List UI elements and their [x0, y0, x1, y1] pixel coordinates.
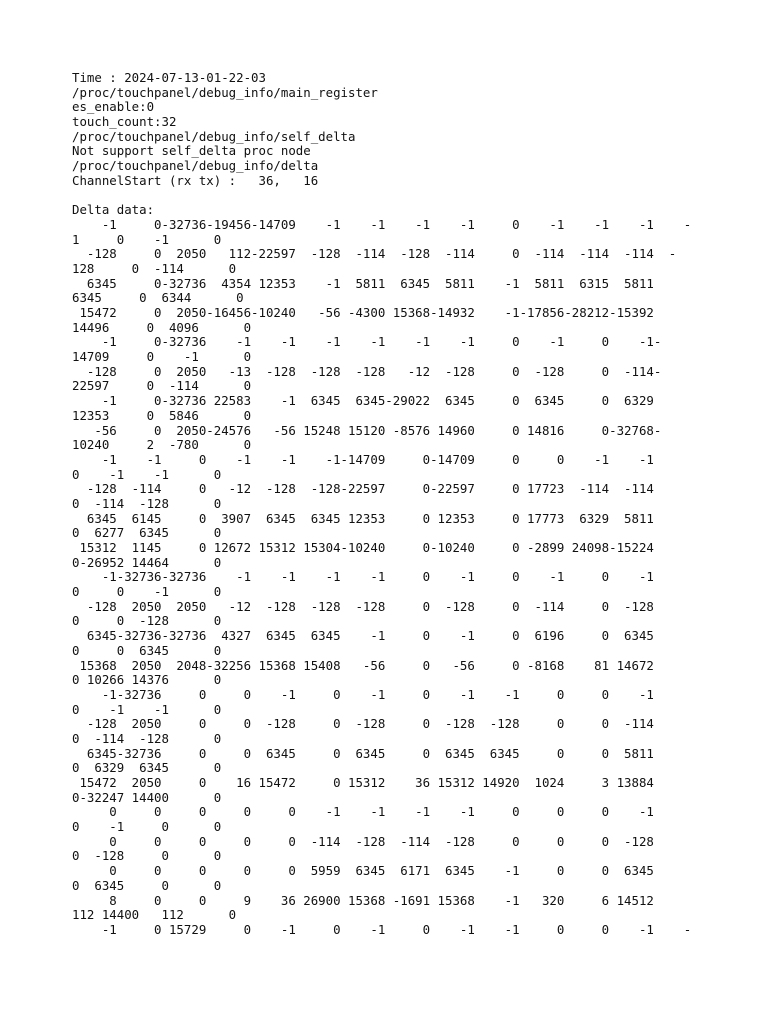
delta-row: -128 2050 2050 -12 -128 -128 -128 0 -128 0 -114 0 -128 — [72, 598, 654, 614]
delta-row: 0 0 0 0 0 -1 -1 -1 -1 0 0 0 -1 — [72, 804, 654, 820]
delta-row: -1 -1 0 -1 -1 -1-14709 0-14709 0 0 -1 -1 — [72, 451, 654, 467]
delta-row: 15472 0 2050-16456-10240 -56 -4300 15368-14932 -1-17856-28212-15392 — [72, 305, 654, 320]
main-register-path: /proc/touchpanel/debug_info/main_register — [72, 84, 378, 100]
blank-line — [72, 189, 762, 204]
delta-row: -1-32736-32736 -1 -1 -1 -1 0 -1 0 -1 0 -1 — [72, 569, 654, 585]
delta-data-block — [72, 218, 762, 938]
delta-row: -1-32736 0 0 -1 0 -1 0 -1 -1 0 0 -1 — [72, 686, 654, 702]
delta-row: -1 0-32736-19456-14709 -1 -1 -1 -1 0 -1 -1 -1 - — [72, 216, 692, 232]
delta-row: 0 6277 6345 0 — [72, 525, 222, 541]
delta-row: 14496 0 4096 0 — [72, 319, 252, 335]
delta-row: -128 0 2050 112-22597 -128 -114 -128 -114 0 -114 -114 -114 - — [72, 246, 677, 262]
delta-row: 1 0 -1 0 — [72, 231, 222, 247]
es-enable-line: es_enable:0 — [72, 99, 155, 115]
delta-row: 8 0 0 9 36 26900 15368 -1691 15368 -1 320 6 14512 — [72, 892, 654, 908]
delta-row: 128 0 -114 0 — [72, 260, 237, 276]
delta-row: 6345-32736 0 0 6345 0 6345 0 6345 6345 0 0 5811 — [72, 745, 654, 761]
self-delta-message: Not support self_delta proc node — [72, 143, 311, 159]
delta-row: 0 6329 6345 0 — [72, 760, 222, 776]
delta-row: 0 6345 0 0 — [72, 877, 222, 893]
delta-row: 0 0 -128 0 — [72, 613, 222, 629]
delta-row: 0 0 -1 0 — [72, 584, 222, 600]
touch-count-line: touch_count:32 — [72, 114, 177, 130]
delta-row: 0 -114 -128 0 — [72, 495, 222, 511]
delta-row: 112 14400 112 0 — [72, 907, 237, 923]
delta-data-header: Delta data: — [72, 202, 155, 218]
delta-row: 22597 0 -114 0 — [72, 378, 252, 394]
delta-row: 12353 0 5846 0 — [72, 407, 252, 423]
self-delta-path: /proc/touchpanel/debug_info/self_delta — [72, 128, 356, 144]
delta-row: 0 -1 -1 0 — [72, 701, 222, 717]
delta-row: 15312 1145 0 12672 15312 15304-10240 0-10240 0 -2899 24098-15224 — [72, 540, 654, 555]
delta-row: 0 -114 -128 0 — [72, 730, 222, 746]
delta-row: -56 0 2050-24576 -56 15248 15120 -8576 14960 0 14816 0-32768- — [72, 422, 662, 438]
channel-start-line: ChannelStart (rx tx) : 36, 16 — [72, 172, 319, 188]
delta-row: 0 -128 0 0 — [72, 848, 222, 864]
delta-row: 0 0 0 0 0 -114 -128 -114 -128 0 0 0 -128 — [72, 833, 654, 849]
delta-path: /proc/touchpanel/debug_info/delta — [72, 158, 319, 174]
delta-row: 14709 0 -1 0 — [72, 349, 252, 365]
delta-row: 6345 0 6344 0 — [72, 290, 244, 306]
delta-row: 0-32247 14400 0 — [72, 789, 222, 805]
delta-row: 10240 2 -780 0 — [72, 437, 252, 453]
delta-row: 6345 6145 0 3907 6345 6345 12353 0 12353 0 17773 6329 5811 — [72, 510, 654, 526]
delta-row: 15472 2050 0 16 15472 0 15312 36 15312 14920 1024 3 13884 — [72, 775, 654, 790]
delta-row: 0 -1 0 0 — [72, 819, 222, 835]
delta-row: -128 2050 0 0 -128 0 -128 0 -128 -128 0 0 -114 — [72, 716, 654, 732]
delta-row: 6345 0-32736 4354 12353 -1 5811 6345 5811 -1 5811 6315 5811 — [72, 275, 654, 291]
delta-row: 15368 2050 2048-32256 15368 15408 -56 0 -56 0 -8168 81 14672 — [72, 657, 654, 673]
delta-row: -1 0-32736 -1 -1 -1 -1 -1 -1 0 -1 0 -1- — [72, 334, 662, 350]
delta-row: -128 -114 0 -12 -128 -128-22597 0-22597 0 17723 -114 -114 — [72, 481, 654, 497]
delta-row: -128 0 2050 -13 -128 -128 -128 -12 -128 0 -128 0 -114- — [72, 363, 662, 379]
delta-row: -1 0-32736 22583 -1 6345 6345-29022 6345 0 6345 0 6329 — [72, 393, 654, 409]
delta-row: 0 0 6345 0 — [72, 642, 222, 658]
time-line: Time : 2024-07-13-01-22-03 — [72, 71, 266, 85]
delta-row: 0-26952 14464 0 — [72, 554, 222, 570]
debug-log-text — [72, 71, 762, 938]
delta-row: 0 0 0 0 0 5959 6345 6171 6345 -1 0 0 6345 — [72, 863, 654, 879]
delta-row: -1 0 15729 0 -1 0 -1 0 -1 -1 0 0 -1 - — [72, 921, 692, 937]
delta-row: 6345-32736-32736 4327 6345 6345 -1 0 -1 0 6196 0 6345 — [72, 628, 654, 644]
delta-row: 0 -1 -1 0 — [72, 466, 222, 482]
delta-row: 0 10266 14376 0 — [72, 672, 222, 688]
